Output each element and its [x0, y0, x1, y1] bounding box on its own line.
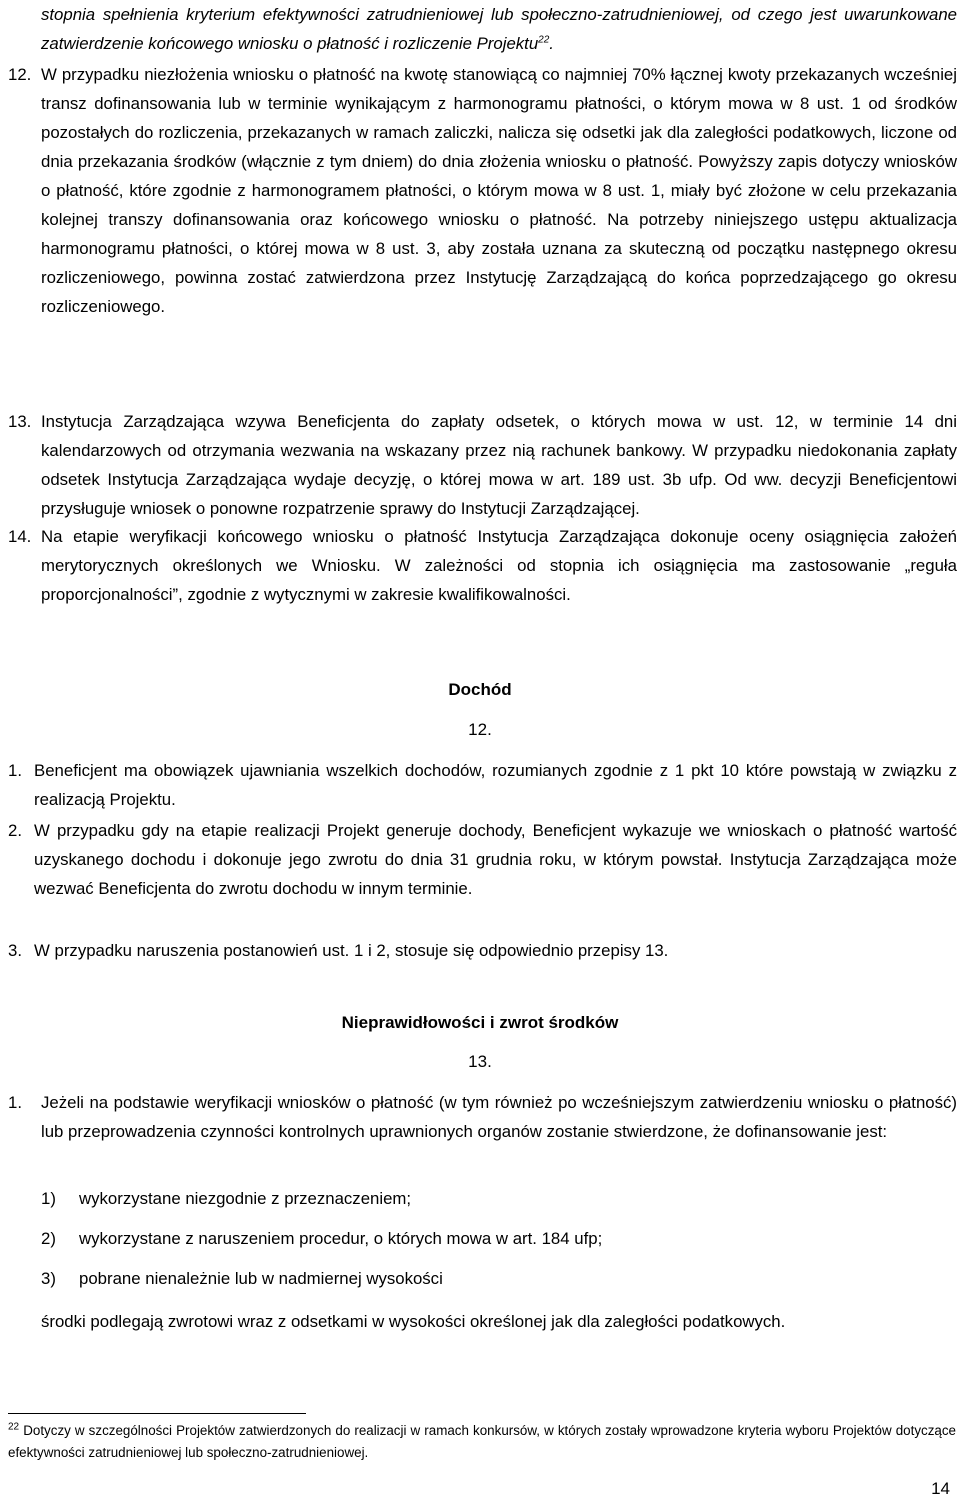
sub-item [41, 1187, 941, 1211]
list-item [8, 816, 957, 903]
section-heading-dochod: Dochód [448, 680, 512, 699]
page-number: 14 [931, 1479, 950, 1498]
item-number: 14. [8, 527, 32, 546]
list-item-13 [8, 407, 957, 523]
intro-text: stopnia spełnienia kryterium efektywności zatrudnieniowej lub społeczno-zatrudnieniowej, od czego jest uwarunkowane zatwierdzenie końcowego wniosku o płatność i rozliczenie Projektu$^{22}$. [41, 5, 957, 53]
closing-text: środki podlegają zwrotowi wraz z odsetkami w wysokości określonej jak dla zaległości podatkowych. [41, 1312, 786, 1331]
item-text: W przypadku naruszenia postanowień ust. 1 i 2, stosuje się odpowiednio przepisy 13. [34, 941, 669, 960]
footnote-text: Dotyczy w szczególności Projektów zatwierdzonych do realizacji w ramach konkursów, w których zostały wprowadzone kryteria wyboru Projektów dotyczące efektywności zatrudnieniowej lub społeczno-zatrudnieniowej. [8, 1423, 956, 1460]
sub-item [41, 1227, 941, 1251]
item-text: Na etapie weryfikacji końcowego wniosku o płatność Instytucja Zarządzająca dokonuje oceny osiągnięcia założeń merytorycznych określonych we Wniosku. W zależności od stopnia ich osiągnięcia ma zastosowanie „reguła proporcjonalności”, zgodnie z wytycznymi w zakresie kwalifikowalności. [41, 527, 957, 604]
item-text: W przypadku niezłożenia wniosku o płatność na kwotę stanowiącą co najmniej 70% łącznej kwoty przekazanych wcześniej transz dofinansowania lub w terminie wynikającym z harmonogramu płatności, o którym mowa w 8 ust. 1 od środków pozostałych do rozliczenia, przekazanych w ramach zaliczki, nalicza się odsetki jak dla zaległości podatkowych, liczone od dnia przekazania środków (włącznie z tym dniem) do dnia złożenia wniosku o płatność. Powyższy zapis dotyczy wniosków o płatność, które zgodnie z harmonogramem płatności, o którym mowa w 8 ust. 1, miały być złożone w celu przekazania kolejnej transzy dofinansowania oraz końcowego wniosku o płatność. Na potrzeby niniejszego ustępu aktualizacja harmonogramu płatności, o której mowa w 8 ust. 3, aby została uznana za skuteczną od początku następnego okresu rozliczeniowego, powinna zostać zatwierdzona przez Instytucję Zarządzającą do końca poprzedzającego go okresu rozliczeniowego. [41, 65, 957, 316]
list-item-14 [8, 522, 957, 609]
list-item-12 [8, 60, 957, 321]
footnote-ref: 22 [538, 34, 550, 46]
sub-item-text: wykorzystane niezgodnie z przeznaczeniem; [79, 1189, 412, 1208]
sub-item-number: 1) [41, 1189, 56, 1208]
paragraph-number: 12. [468, 720, 492, 739]
intro-continuation [8, 0, 957, 58]
list-item [8, 936, 957, 965]
list-item [8, 756, 957, 814]
sub-item-text: pobrane nienależnie lub w nadmiernej wysokości [79, 1269, 443, 1288]
item-number: 1. [8, 1093, 22, 1112]
list-item [8, 1088, 957, 1146]
sub-item [41, 1267, 941, 1291]
item-number: 1. [8, 761, 22, 780]
item-number: 3. [8, 941, 22, 960]
item-text: Beneficjent ma obowiązek ujawniania wszelkich dochodów, rozumianych zgodnie z 1 pkt 10 które powstają w związku z realizacją Projektu. [34, 761, 957, 809]
section-heading-nieprawidlowosci: Nieprawidłowości i zwrot środków [341, 1013, 619, 1032]
footnote-divider [8, 1413, 306, 1414]
item-number: 2. [8, 821, 22, 840]
sub-item-number: 2) [41, 1229, 56, 1248]
item-text: Jeżeli na podstawie weryfikacji wniosków o płatność (w tym również po wcześniejszym zatwierdzeniu wniosku o płatność) lub przeprowadzenia czynności kontrolnych uprawnionych organów zostanie stwierdzone, że dofinansowanie jest: [41, 1093, 957, 1141]
sub-item-text: wykorzystane z naruszeniem procedur, o których mowa w art. 184 ufp; [79, 1229, 603, 1248]
sub-item-number: 3) [41, 1269, 56, 1288]
item-number: 13. [8, 412, 32, 431]
item-number: 12. [8, 65, 32, 84]
paragraph-number: 13. [468, 1052, 492, 1071]
closing-paragraph [8, 1307, 957, 1336]
footnote [8, 1420, 956, 1464]
item-text: Instytucja Zarządzająca wzywa Beneficjenta do zapłaty odsetek, o których mowa w ust. 12, w terminie 14 dni kalendarzowych od otrzymania wezwania na wskazany przez nią rachunek bankowy. W przypadku niedokonania zapłaty odsetek Instytucja Zarządzająca wydaje decyzję, o której mowa w art. 189 ust. 3b ufp. Od ww. decyzji Beneficjentowi przysługuje wniosek o ponowne rozpatrzenie sprawy do Instytucji Zarządzającej. [41, 412, 957, 518]
footnote-marker: 22 [8, 1421, 20, 1433]
item-text: W przypadku gdy na etapie realizacji Projekt generuje dochody, Beneficjent wykazuje we wnioskach o płatność wartość uzyskanego dochodu i dokonuje jego zwrotu do dnia 31 grudnia roku, w którym powstał. Instytucja Zarządzająca może wezwać Beneficjenta do zwrotu dochodu w innym terminie. [34, 821, 957, 898]
